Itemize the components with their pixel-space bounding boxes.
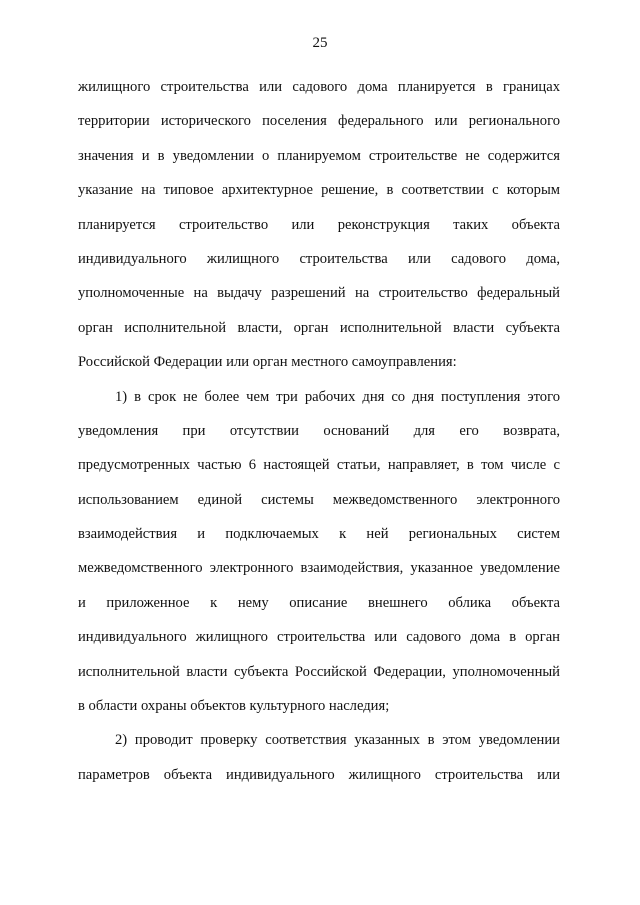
text-line: уведомления при отсутствии оснований для его возврата,: [78, 422, 560, 439]
text-line: уполномоченные на выдачу разрешений на строительство федеральный: [78, 285, 560, 302]
text-line: территории исторического поселения федерального или регионального: [78, 113, 560, 130]
text-line: использованием единой системы межведомственного электронного: [78, 491, 560, 508]
text-line: взаимодействия и подключаемых к ней региональных систем: [78, 526, 560, 543]
text-line: индивидуального жилищного строительства или садового дома в орган: [78, 629, 560, 646]
text-line: жилищного строительства или садового дома планируется в границах: [78, 79, 560, 95]
page-number: 25: [312, 35, 328, 51]
text-line: параметров объекта индивидуального жилищного строительства или: [78, 766, 560, 783]
body-text: [78, 70, 560, 792]
list-item-1-start: 1) в срок не более чем три рабочих дня со дня поступления этого: [115, 388, 560, 405]
list-item-2-start: 2) проводит проверку соответствия указанных в этом уведомлении: [115, 732, 560, 749]
text-line: и приложенное к нему описание внешнего облика объекта: [78, 594, 560, 611]
text-line: планируется строительство или реконструкция таких объекта: [78, 216, 560, 233]
text-line: орган исполнительной власти, орган исполнительной власти субъекта: [78, 319, 560, 336]
text-line: в области охраны объектов культурного наследия;: [78, 698, 390, 715]
text-line: индивидуального жилищного строительства или садового дома,: [78, 250, 560, 267]
text-line: значения и в уведомлении о планируемом строительстве не содержится: [78, 147, 560, 164]
text-line: предусмотренных частью 6 настоящей статьи, направляет, в том числе с: [78, 457, 560, 474]
text-line: исполнительной власти субъекта Российской Федерации, уполномоченный: [78, 663, 560, 680]
text-line: межведомственного электронного взаимодействия, указанное уведомление: [78, 560, 560, 577]
text-line: Российской Федерации или орган местного самоуправления:: [78, 354, 457, 371]
text-line: указание на типовое архитектурное решение, в соответствии с которым: [78, 182, 560, 199]
